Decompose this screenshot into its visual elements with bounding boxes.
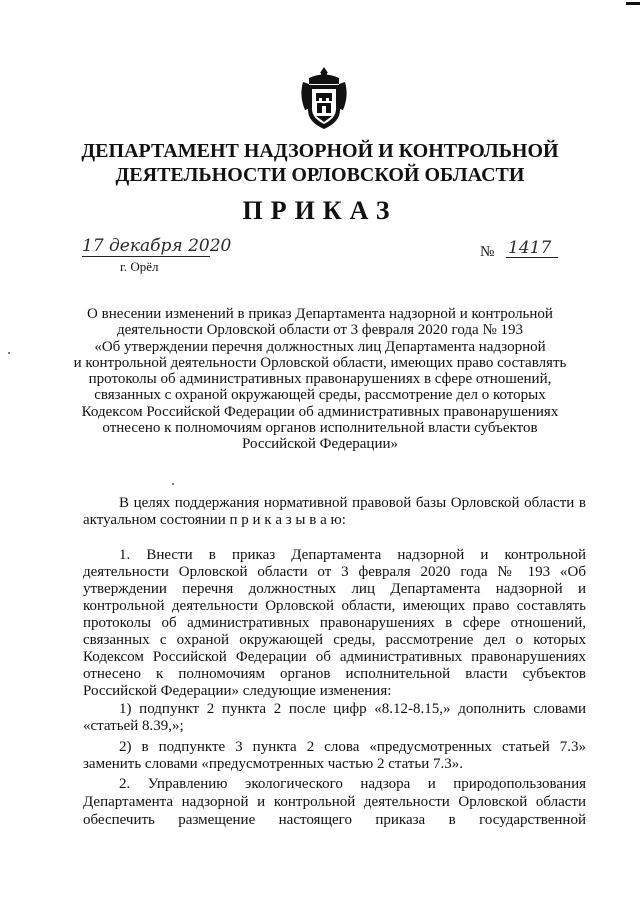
coat-of-arms-emblem [299,66,349,132]
subject-line: Кодексом Российской Федерации об административных правонарушениях [81,403,559,420]
date-underline [82,256,210,257]
order-subject [60,306,580,453]
city-label: г. Орёл [120,259,159,274]
scan-speck [172,483,174,485]
item-2-line: Департамента надзорной и контрольной деятельности Орловской области [83,794,586,810]
subject-line: О внесении изменений в приказ Департамента надзорной и контрольной [87,306,553,322]
item-2-line: 2. Управлению экологического надзора и природопользования [119,776,586,792]
order-title: ПРИКАЗ [242,196,398,225]
order-number: 1417 [508,238,552,258]
order-date: 17 декабря 2020 [82,236,232,256]
item-1-paragraph: 1. Внести в приказ Департамента надзорной и контрольной деятельности Орловской области от 3 февраля 2020 года № 193 «Об утверждении перечня должностных лиц Департамента надзорной и контрольной деятельности Орловской области, имеющих право составлять протоколы об административных правонарушениях в сфере отношений, связанных с охраной окружающей среды, рассмотрение дел о которых Кодексом Российской Федерации об административных правонарушениях отнесено к полномочиям органов исполнительной власти субъектов Российской Федерации» следующие изменения: [83,547,586,699]
subject-line: связанных с охраной окружающей среды, рассмотрение дел о которых [94,387,546,404]
subject-line: и контрольной деятельности Орловской области, имеющих право составлять [73,354,567,371]
item-2-line: обеспечить размещение настоящего приказа в государственной [83,812,586,828]
subject-line: Российской Федерации» [241,436,398,453]
subject-line: деятельности Орловской области от 3 февраля 2020 года № 193 [116,322,524,339]
corner-mark [626,2,640,5]
department-name-line1: ДЕПАРТАМЕНТ НАДЗОРНОЙ И КОНТРОЛЬНОЙ [81,140,559,162]
number-underline [506,257,558,258]
item-1-subitem-1: 1) подпункт 2 пункта 2 после цифр «8.12-8.15,» дополнить словами «статьей 8.39,»; [83,701,586,734]
subject-line: отнесено к полномочиям органов исполнительной власти субъектов [102,420,538,437]
preamble-paragraph: В целях поддержания нормативной правовой базы Орловской области в актуальном состоянии п р и к а з ы в а ю: [83,495,586,528]
number-sign: № [480,244,495,260]
subject-line: «Об утверждении перечня должностных лиц Департамента надзорной [94,338,546,355]
scan-speck [8,352,10,354]
item-1-subitem-2: 2) в подпункте 3 пункта 2 слова «предусмотренных статьей 7.3» заменить словами «предусмотренных частью 2 статьи 7.3». [83,739,586,772]
subject-line: протоколы об административных правонарушениях в сфере отношений, [88,371,552,388]
department-name-line2: ДЕЯТЕЛЬНОСТИ ОРЛОВСКОЙ ОБЛАСТИ [115,164,525,186]
